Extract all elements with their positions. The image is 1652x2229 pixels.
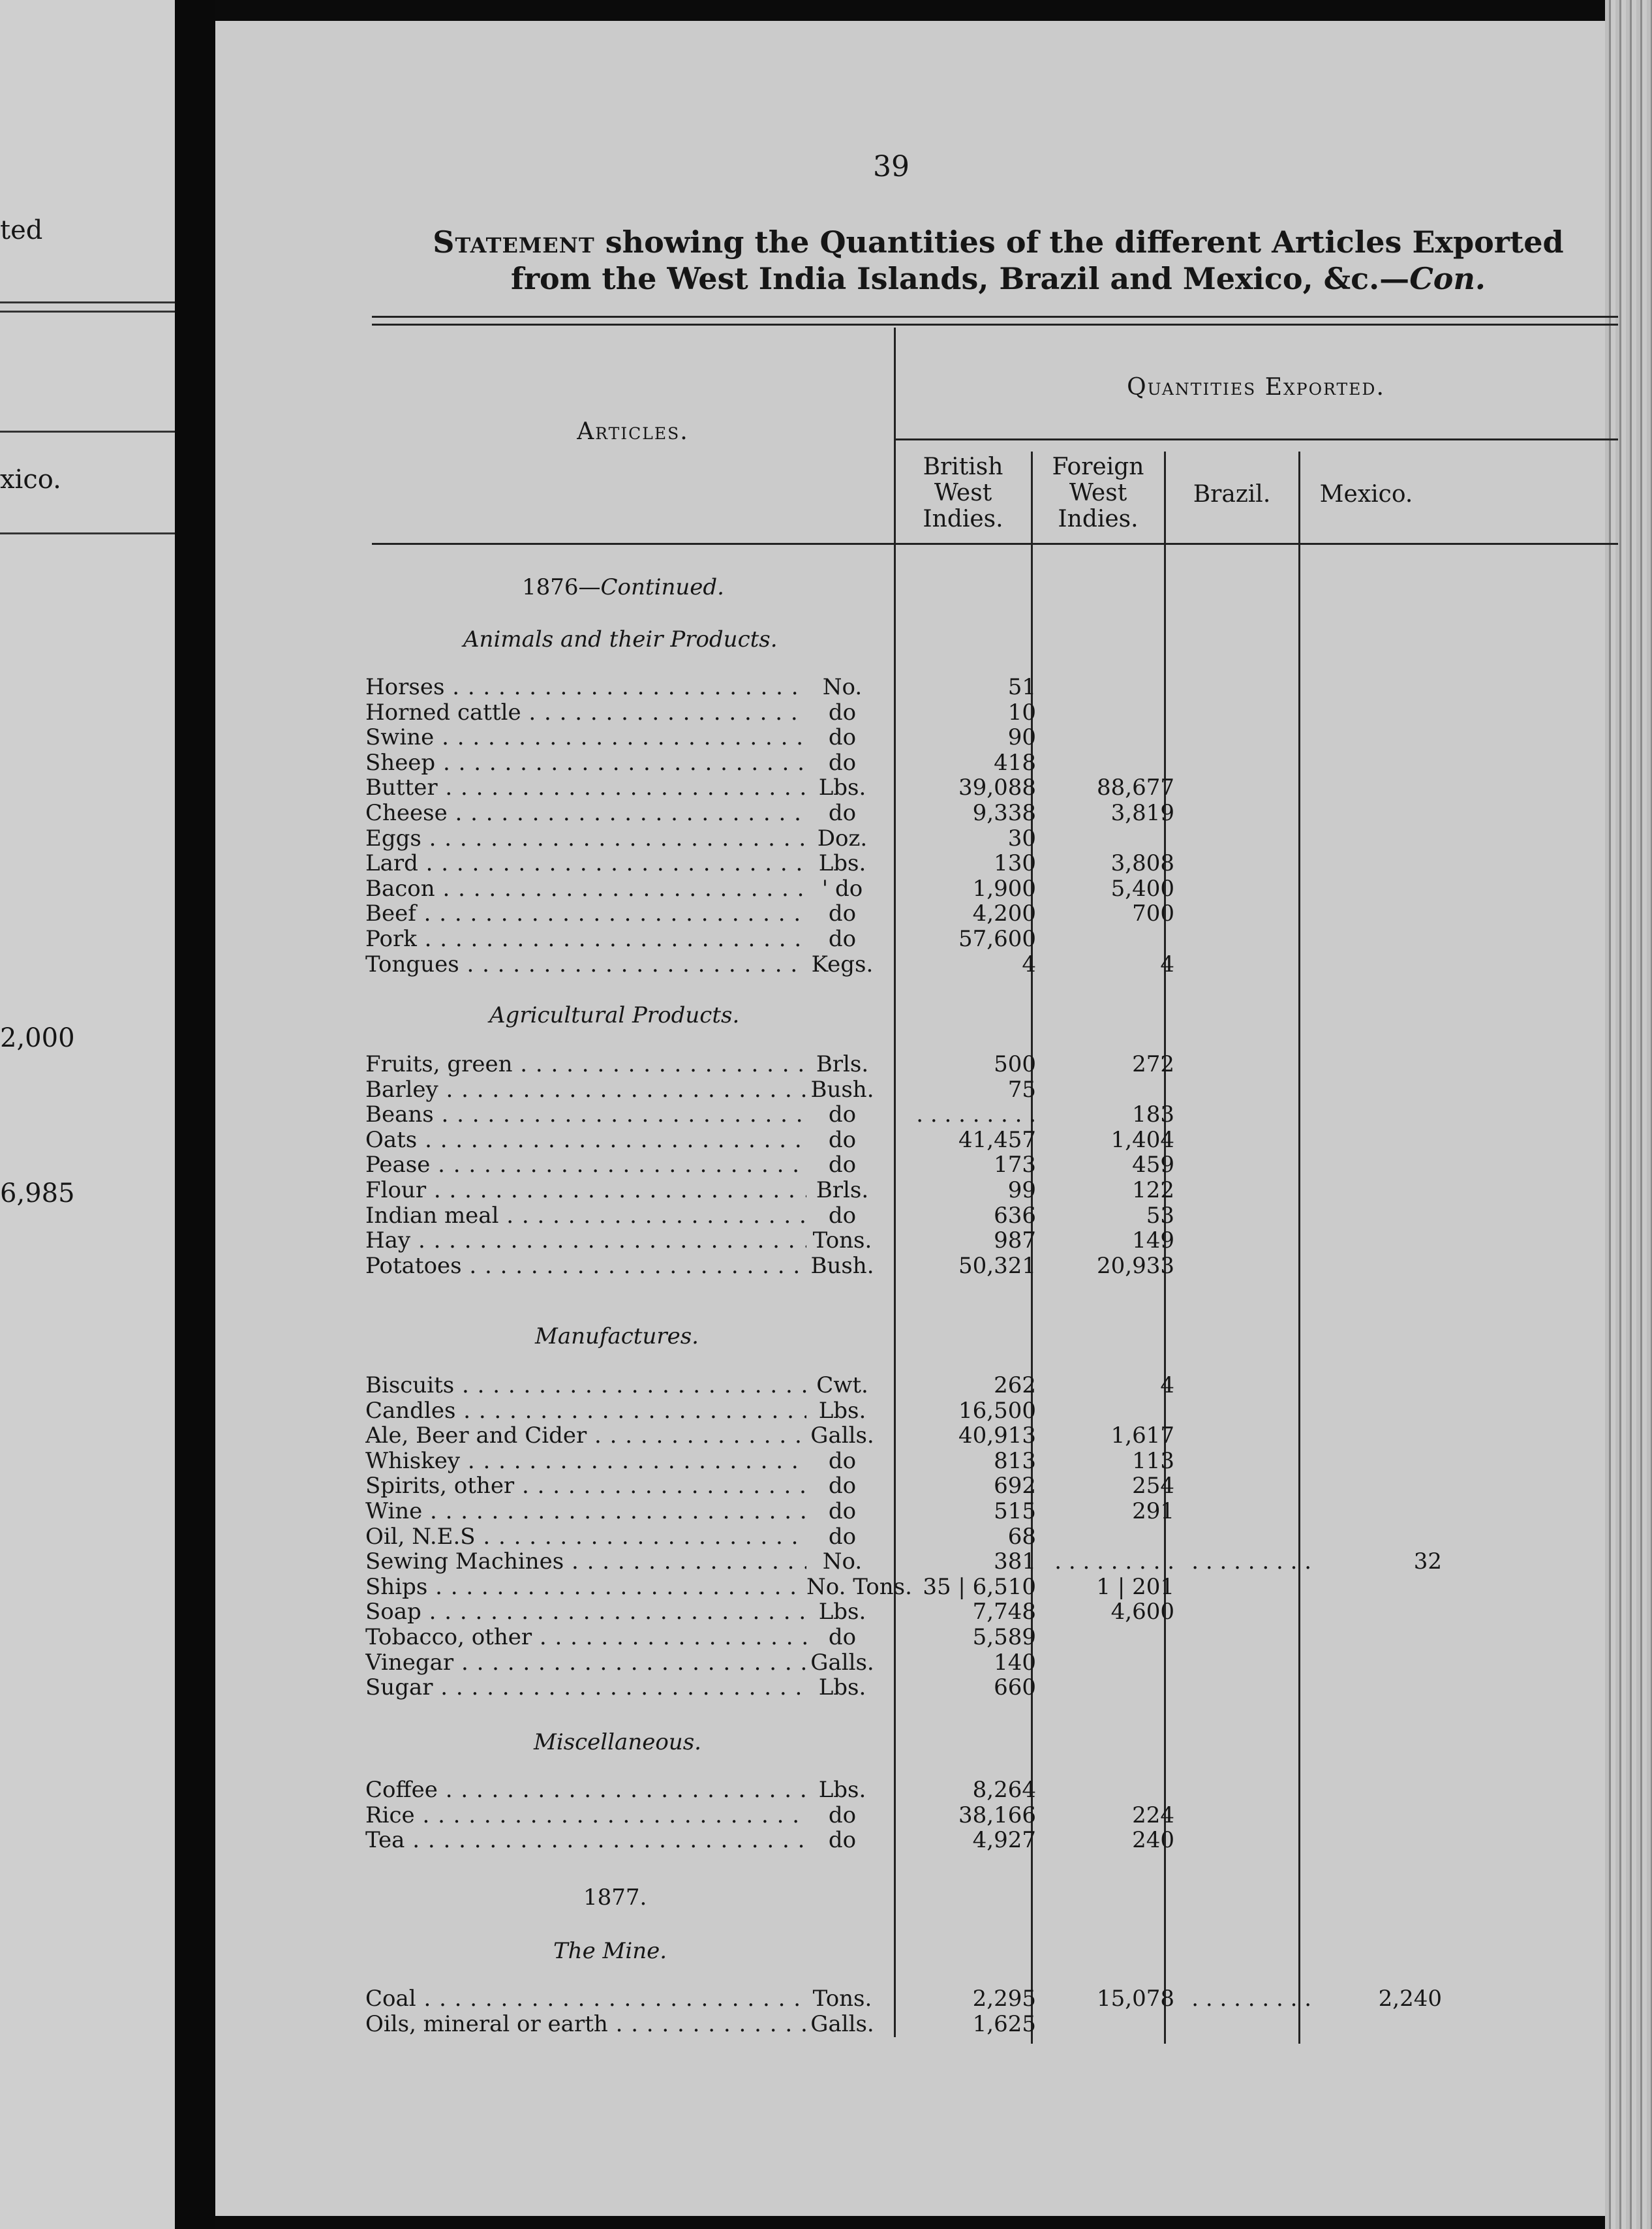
page-number: 39 <box>873 150 910 183</box>
unit: do <box>806 1203 878 1228</box>
unit: Lbs. <box>806 851 878 876</box>
british-west-indies-value: 40,913 <box>958 1422 1036 1449</box>
unit: Tons. <box>806 1228 878 1253</box>
foreign-west-indies-value: . . . . . . . . . <box>1054 1548 1174 1575</box>
foreign-west-indies-value: 122 <box>1132 1177 1174 1203</box>
statement-title-line-2 <box>372 261 1625 296</box>
british-west-indies-value: 99 <box>1007 1177 1036 1203</box>
article-name: Horses . . . <box>365 675 861 699</box>
foreign-west-indies-value: 5,400 <box>1110 875 1174 902</box>
article-name: Flour . . . <box>365 1178 861 1203</box>
article-name: Cheese . . . <box>365 801 861 825</box>
statement-title-con: Con. <box>1409 261 1486 296</box>
header-rule <box>372 324 1618 326</box>
section-heading-animals: Animals and their Products. <box>463 626 778 653</box>
unit: Kegs. <box>806 952 878 977</box>
year-label: 1876— <box>522 574 601 600</box>
unit: Lbs. <box>806 1777 878 1802</box>
foreign-west-indies-value: 183 <box>1132 1101 1174 1128</box>
article-name: Candles . . . <box>365 1398 861 1423</box>
british-west-indies-value: 38,166 <box>958 1802 1036 1828</box>
british-west-indies-value: 4 <box>1022 951 1036 977</box>
header-rule <box>372 316 1618 318</box>
unit: Lbs. <box>806 1398 878 1423</box>
book-gutter <box>175 0 215 2229</box>
left-page-text: xico. <box>0 465 61 495</box>
british-west-indies-value: 75 <box>1007 1076 1036 1103</box>
british-west-indies-value: 57,600 <box>958 926 1036 952</box>
column-header-line: Foreign <box>1052 453 1144 480</box>
british-west-indies-value: 90 <box>1007 724 1036 751</box>
british-west-indies-value: 39,088 <box>958 775 1036 801</box>
article-name: Barley . . . <box>365 1077 861 1102</box>
british-west-indies-value: 4,927 <box>972 1827 1036 1854</box>
british-west-indies-value: 9,338 <box>972 800 1036 826</box>
left-page-rule <box>0 431 175 433</box>
british-west-indies-value: 8,264 <box>972 1777 1036 1803</box>
column-header-line: Indies. <box>923 506 1003 532</box>
british-west-indies-value: 987 <box>994 1227 1036 1254</box>
foreign-west-indies-value: 3,819 <box>1110 800 1174 826</box>
article-name: Whiskey . . . <box>365 1449 861 1473</box>
foreign-west-indies-value: 113 <box>1132 1447 1174 1474</box>
article-name: Pease . . . <box>365 1152 861 1177</box>
foreign-west-indies-value: 3,808 <box>1110 850 1174 877</box>
document-page <box>215 21 1605 2216</box>
article-name: Tea . . . <box>365 1828 861 1852</box>
article-name: Butter . . . <box>365 775 861 800</box>
unit: do <box>806 1524 878 1549</box>
article-name: Lard . . . <box>365 851 861 876</box>
british-west-indies-value: 636 <box>994 1202 1036 1229</box>
unit: do <box>806 1828 878 1852</box>
unit: do <box>806 1499 878 1524</box>
unit: do <box>806 725 878 750</box>
unit: Lbs. <box>806 1599 878 1624</box>
left-page-rule <box>0 311 175 313</box>
quantities-underline <box>894 438 1618 440</box>
foreign-west-indies-value: 224 <box>1132 1802 1174 1828</box>
article-name: Fruits, green . . . <box>365 1052 861 1077</box>
article-name: Tobacco, other . . . <box>365 1625 861 1650</box>
column-header-rule <box>372 543 1618 545</box>
article-name: Bacon . . . <box>365 876 861 901</box>
article-name: Hay . . . <box>365 1228 861 1253</box>
foreign-west-indies-value: 15,078 <box>1097 1986 1174 2012</box>
foreign-west-indies-value: 1 | 201 <box>1096 1573 1174 1600</box>
article-name: Swine . . . <box>365 725 861 750</box>
british-west-indies-value: 68 <box>1007 1523 1036 1550</box>
british-west-indies-value: 140 <box>994 1649 1036 1676</box>
section-heading-the-mine: The Mine. <box>553 1938 667 1964</box>
british-west-indies-value: 41,457 <box>958 1126 1036 1153</box>
article-name: Tongues . . . <box>365 952 861 977</box>
foreign-west-indies-value: 53 <box>1146 1202 1174 1229</box>
article-name: Ships . . . <box>365 1575 861 1599</box>
brazil-value: . . . . . . . . . <box>1191 1986 1311 2012</box>
column-header-mexico: Mexico. <box>1319 481 1413 508</box>
quantities-exported-header: Quantities Exported. <box>1127 374 1385 401</box>
continued-label: Continued. <box>600 574 724 600</box>
section-heading-manufactures: Manufactures. <box>535 1323 699 1349</box>
unit: Galls. <box>806 2012 878 2037</box>
article-name: Ale, Beer and Cider . . . <box>365 1423 861 1448</box>
unit: Galls. <box>806 1650 878 1675</box>
british-west-indies-value: 5,589 <box>972 1624 1036 1650</box>
foreign-west-indies-value: 272 <box>1132 1051 1174 1077</box>
british-west-indies-value: 515 <box>994 1498 1036 1524</box>
british-west-indies-value: 4,200 <box>972 900 1036 927</box>
brazil-value: . . . . . . . . . <box>1191 1548 1311 1575</box>
statement-title-rest: showing the Quantities of the different Articles Exported <box>594 224 1564 260</box>
british-west-indies-value: 130 <box>994 850 1036 877</box>
unit: Brls. <box>806 1178 878 1203</box>
british-west-indies-value: 50,321 <box>958 1252 1036 1279</box>
foreign-west-indies-value: 459 <box>1132 1152 1174 1178</box>
column-header-british-west-indies <box>898 454 1028 532</box>
unit: ' do <box>806 876 878 901</box>
article-name: Biscuits . . . <box>365 1373 861 1398</box>
unit: Brls. <box>806 1052 878 1077</box>
foreign-west-indies-value: 149 <box>1132 1227 1174 1254</box>
foreign-west-indies-value: 1,617 <box>1110 1422 1174 1449</box>
unit: do <box>806 1449 878 1473</box>
foreign-west-indies-value: 1,404 <box>1110 1126 1174 1153</box>
article-name: Sugar . . . <box>365 1675 861 1700</box>
unit: Galls. <box>806 1423 878 1448</box>
column-header-foreign-west-indies <box>1033 454 1163 532</box>
unit: Lbs. <box>806 1675 878 1700</box>
foreign-west-indies-value: 291 <box>1132 1498 1174 1524</box>
unit: do <box>806 1128 878 1152</box>
column-rule-brazil-right <box>1298 452 1300 2044</box>
unit: do <box>806 1473 878 1498</box>
foreign-west-indies-value: 700 <box>1132 900 1174 927</box>
unit: do <box>806 750 878 775</box>
article-name: Eggs . . . <box>365 826 861 851</box>
british-west-indies-value: 7,748 <box>972 1599 1036 1625</box>
statement-title-line-2-text: from the West India Islands, Brazil and Mexico, &c.— <box>511 261 1410 296</box>
unit: No. <box>806 1549 878 1574</box>
article-name: Oil, N.E.S . . . <box>365 1524 861 1549</box>
unit: do <box>806 700 878 725</box>
unit: do <box>806 927 878 951</box>
unit: do <box>806 1803 878 1828</box>
british-west-indies-value: 1,900 <box>972 875 1036 902</box>
mexico-value: 2,240 <box>1378 1986 1442 2012</box>
foreign-west-indies-value: 254 <box>1132 1473 1174 1499</box>
unit: do <box>806 801 878 825</box>
left-page-rule <box>0 301 175 303</box>
column-header-line: West <box>1069 480 1127 506</box>
unit: Doz. <box>806 826 878 851</box>
left-page-text: 2,000 <box>0 1023 75 1053</box>
unit: Cwt. <box>806 1373 878 1398</box>
foreign-west-indies-value: 240 <box>1132 1827 1174 1854</box>
column-header-brazil: Brazil. <box>1193 481 1271 508</box>
unit: No. Tons. <box>806 1573 912 1600</box>
unit: Tons. <box>806 1986 878 2011</box>
unit: do <box>806 901 878 926</box>
british-west-indies-value: 30 <box>1007 825 1036 852</box>
article-name: Coal . . . <box>365 1986 861 2011</box>
year-heading-1876 <box>522 574 724 600</box>
foreign-west-indies-value: 4,600 <box>1110 1599 1174 1625</box>
british-west-indies-value: 2,295 <box>972 1986 1036 2012</box>
foreign-west-indies-value: 88,677 <box>1097 775 1174 801</box>
left-page-text: ted <box>0 215 43 245</box>
unit: do <box>806 1152 878 1177</box>
article-name: Pork . . . <box>365 927 861 951</box>
column-header-line: West <box>934 480 992 506</box>
article-name: Oils, mineral or earth . . . <box>365 2012 861 2037</box>
foreign-west-indies-value: 4 <box>1160 951 1174 977</box>
column-header-line: Indies. <box>1058 506 1139 532</box>
column-header-line: British <box>923 453 1003 480</box>
article-name: Spirits, other . . . <box>365 1473 861 1498</box>
mexico-value: 32 <box>1413 1548 1442 1575</box>
left-page-text: 6,985 <box>0 1178 75 1208</box>
section-heading-miscellaneous: Miscellaneous. <box>534 1729 701 1755</box>
foreign-west-indies-value: 20,933 <box>1097 1252 1174 1279</box>
unit: do <box>806 1102 878 1127</box>
article-name: Sewing Machines . . . <box>365 1549 861 1574</box>
unit: No. <box>806 675 878 699</box>
article-name: Potatoes . . . <box>365 1253 861 1278</box>
statement-title-line-1 <box>372 224 1625 260</box>
british-west-indies-value: 173 <box>994 1152 1036 1178</box>
british-west-indies-value: 1,625 <box>972 2010 1036 2037</box>
statement-title-caps: Statement <box>433 224 595 260</box>
article-name: Vinegar . . . <box>365 1650 861 1675</box>
year-heading-1877: 1877. <box>583 1884 647 1911</box>
left-page-rule <box>0 532 175 534</box>
article-name: Horned cattle . . . <box>365 700 861 725</box>
british-west-indies-value: 16,500 <box>958 1397 1036 1424</box>
british-west-indies-value: 418 <box>994 749 1036 776</box>
british-west-indies-value: 660 <box>994 1674 1036 1701</box>
article-name: Beans . . . <box>365 1102 861 1127</box>
unit: Bush. <box>806 1077 878 1102</box>
article-name: Coffee . . . <box>365 1777 861 1802</box>
article-name: Wine . . . <box>365 1499 861 1524</box>
british-west-indies-value: 51 <box>1007 674 1036 700</box>
left-page-fragment <box>0 0 175 2229</box>
articles-header: Articles. <box>577 418 689 445</box>
article-name: Rice . . . <box>365 1803 861 1828</box>
article-name: Oats . . . <box>365 1128 861 1152</box>
british-west-indies-value: 500 <box>994 1051 1036 1077</box>
unit: Bush. <box>806 1253 878 1278</box>
british-west-indies-value: . . . . . . . . . <box>916 1101 1036 1128</box>
unit: do <box>806 1625 878 1650</box>
article-name: Soap . . . <box>365 1599 861 1624</box>
british-west-indies-value: 35 | 6,510 <box>923 1573 1036 1600</box>
british-west-indies-value: 813 <box>994 1447 1036 1474</box>
british-west-indies-value: 381 <box>994 1548 1036 1575</box>
article-name: Sheep . . . <box>365 750 861 775</box>
unit: Lbs. <box>806 775 878 800</box>
british-west-indies-value: 692 <box>994 1473 1036 1499</box>
page-edges <box>1605 0 1652 2229</box>
article-name: Indian meal . . . <box>365 1203 861 1228</box>
british-west-indies-value: 262 <box>994 1372 1036 1398</box>
british-west-indies-value: 10 <box>1007 699 1036 726</box>
article-name: Beef . . . <box>365 901 861 926</box>
foreign-west-indies-value: 4 <box>1160 1372 1174 1398</box>
section-heading-agricultural: Agricultural Products. <box>489 1002 740 1028</box>
